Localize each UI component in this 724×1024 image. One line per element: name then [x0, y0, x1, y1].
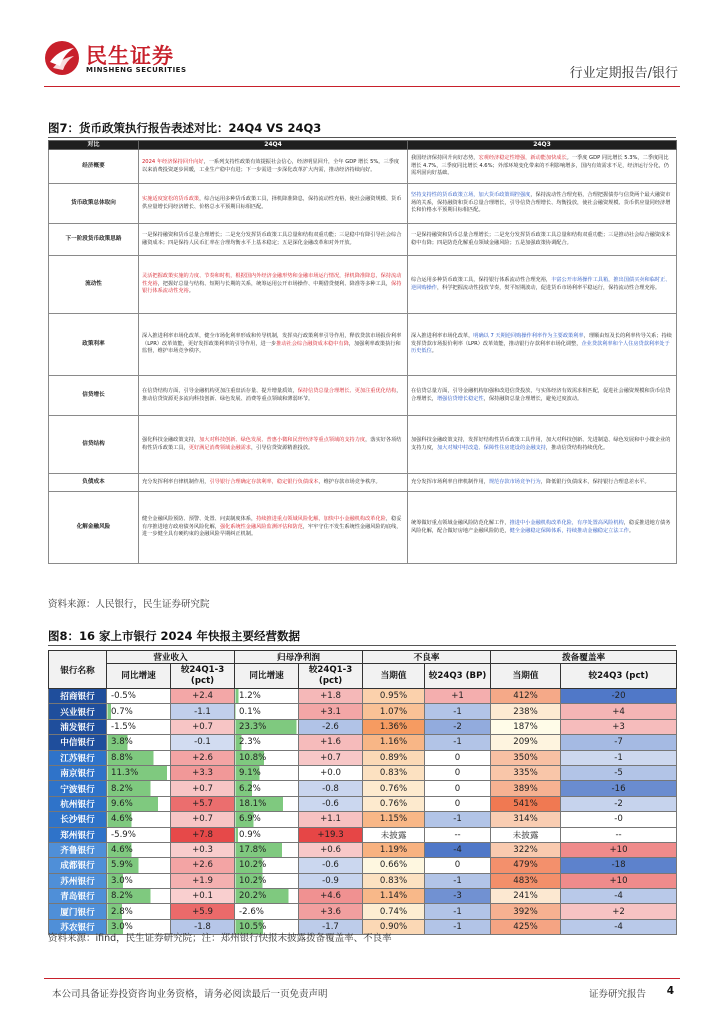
revenue-yoy: 2.8% — [107, 904, 171, 919]
figure-7-row-label: 流动性 — [49, 256, 139, 314]
npl-change: -4 — [425, 842, 491, 857]
bank-name: 长沙银行 — [49, 812, 107, 827]
table-row — [49, 704, 677, 719]
bank-name: 杭州银行 — [49, 796, 107, 811]
coverage-ratio: 未披露 — [491, 827, 561, 842]
revenue-yoy: 11.3% — [107, 765, 171, 780]
coverage-ratio: 335% — [491, 765, 561, 780]
npl-change: +1 — [425, 689, 491, 704]
bank-name: 苏州银行 — [49, 873, 107, 888]
net-profit-yoy: 1.2% — [235, 689, 299, 704]
figure-7-cell-q4 — [139, 474, 408, 492]
figure-7-cell-q3 — [408, 184, 677, 224]
coverage-ratio: 187% — [491, 719, 561, 734]
coverage-change: +10 — [561, 873, 677, 888]
coverage-ratio: 479% — [491, 858, 561, 873]
net-profit-change: -0.6 — [299, 858, 363, 873]
coverage-change: -20 — [561, 689, 677, 704]
bank-name: 齐鲁银行 — [49, 842, 107, 857]
col-header-npl-chg: 较24Q3 (BP) — [425, 664, 491, 689]
npl-ratio: 0.74% — [363, 904, 425, 919]
figure-7-text-segment: 推进中小金融机构改革化险，有序处置高风险机构 — [509, 520, 624, 527]
report-type: 行业定期报告/银行 — [569, 66, 678, 81]
npl-change: -1 — [425, 704, 491, 719]
bank-name: 中信银行 — [49, 735, 107, 750]
figure-7-rule — [48, 137, 676, 138]
figure-8-title: 图8：16 家上市银行 2024 年快报主要经营数据 — [48, 629, 301, 643]
page-header — [0, 0, 724, 90]
revenue-change: +5.9 — [171, 904, 235, 919]
npl-ratio: 0.83% — [363, 873, 425, 888]
figure-7-cell-q3 — [408, 224, 677, 256]
revenue-change: +0.1 — [171, 889, 235, 904]
figure-7-text-segment: 加强科技金融政策支持，发挥好结构性货币政策工具作用，加大对科技创新、先进制造、绿色发展和中小微企业的支持力度， — [411, 437, 671, 451]
figure-7-text-segment: ，稳妥推进地方债务风险化解，配合做好房地产金融风险防范， — [411, 520, 671, 534]
npl-ratio: 1.15% — [363, 812, 425, 827]
bank-name: 青岛银行 — [49, 889, 107, 904]
figure-7-text-segment: 健全金融风险预防、预警、处置、问责制度体系， — [142, 516, 257, 523]
figure-7-row-label: 政策利率 — [49, 314, 139, 376]
figure-7-text-segment: 宏观经济稳定性增强，新动能加快成长 — [478, 155, 567, 162]
figure-7-text-segment: 加大对城中村改造、保障性住房建设的金融支持 — [436, 444, 546, 451]
figure-7-cell-q3 — [408, 416, 677, 474]
figure-7-text-segment: ，科学把握流动性投放节奏，熨平短期波动，促进货币市场利率平稳运行，保持流动性合理充裕。 — [436, 284, 661, 291]
net-profit-yoy: 6.9% — [235, 812, 299, 827]
figure-7-cell-q4 — [139, 416, 408, 474]
figure-7-cell-q4 — [139, 150, 408, 184]
npl-change: -1 — [425, 735, 491, 750]
npl-ratio: 0.95% — [363, 689, 425, 704]
col-group-revenue: 营业收入 — [107, 651, 235, 664]
figure-7-text-segment: 统筹做好重点领域金融风险防范化解工作， — [411, 520, 510, 527]
revenue-yoy: -0.5% — [107, 689, 171, 704]
revenue-yoy: 8.2% — [107, 889, 171, 904]
company-logo — [44, 40, 187, 80]
figure-7-text-segment: 一是保持融资和货币总量合理增长；二是充分发挥货币政策工具总量和结构双重功能；三是稳中有降引导社会综合融资成本；四是保持人民币汇率在合理均衡水平上基本稳定；五是深化金融改革和对外开放。 — [142, 232, 402, 246]
table-row — [49, 827, 677, 842]
coverage-ratio: 314% — [491, 812, 561, 827]
net-profit-change: +3.6 — [299, 904, 363, 919]
figure-7-text-segment: ，保持流动性合理充裕，合理把握债券与信贷两个最大融资市场的关系，保持融资和货币总量合理增长，引导信贷合理增长、均衡投放，使社会融资规模、货币供应量同经济增长和价格水平预期目标相匹配。 — [411, 192, 671, 214]
net-profit-change: +3.1 — [299, 704, 363, 719]
minsheng-logo-icon — [44, 40, 80, 76]
npl-ratio: 0.66% — [363, 858, 425, 873]
figure-7-text-segment: ，推动信贷资源更多流向科技创新、绿色发展、消费等重点领域和薄弱环节。 — [142, 388, 402, 402]
figure-7-text-segment: 深入推进利率市场化改革， — [411, 333, 474, 340]
figure-7-text-segment: 规范存款市场竞争行为 — [488, 478, 541, 485]
npl-change: -1 — [425, 873, 491, 888]
net-profit-yoy: -2.6% — [235, 904, 299, 919]
npl-ratio: 0.83% — [363, 765, 425, 780]
figure-8-subheader-row — [49, 664, 677, 689]
figure-7-text-segment: 在信贷结构方面，引导金融机构更加注重盘活存量、提升增量质效， — [142, 388, 298, 395]
coverage-ratio: 209% — [491, 735, 561, 750]
bank-name: 郑州银行 — [49, 827, 107, 842]
coverage-change: -- — [561, 827, 677, 842]
figure-7-cell-q3 — [408, 256, 677, 314]
npl-change: -1 — [425, 812, 491, 827]
revenue-yoy: 3.8% — [107, 735, 171, 750]
coverage-ratio: 425% — [491, 919, 561, 934]
revenue-yoy: 4.6% — [107, 842, 171, 857]
figure-7-text-segment: 企业贷款利率和个人住房贷款利率处于历史低位 — [411, 340, 670, 355]
figure-7-text-segment: ，一系列支持性政策有效提振社会信心，经济明显回升，全年 GDP 增长 5%。三季度以来消费投资逐步回暖，工业生产稳中有进；下一步需进一步深化改革扩大内需，推动经济持续向好。 — [142, 159, 400, 173]
figure-7-text-segment: ，稳妥有序推进地方政府债务风险化解， — [142, 516, 402, 530]
col-group-npl: 不良率 — [363, 651, 491, 664]
figure-7-text-segment: 健全金融稳定保障体系，持续推动金融稳定立法工作 — [509, 527, 629, 534]
coverage-ratio: 238% — [491, 704, 561, 719]
figure-7-text-segment: ，牢牢守住不发生系统性金融风险的底线，进一步健全具有硬约束的金融风险早期纠正机制。 — [142, 523, 402, 538]
figure-7-text-segment: ，落实好各项结构性货币政策工具， — [142, 437, 402, 451]
revenue-yoy: 9.6% — [107, 796, 171, 811]
coverage-change: -0 — [561, 812, 677, 827]
col-header-rev-chg: 较24Q1-3 (pct) — [171, 664, 235, 689]
net-profit-yoy: 6.2% — [235, 781, 299, 796]
npl-change: 0 — [425, 750, 491, 765]
header-divider — [44, 86, 680, 87]
npl-change: -1 — [425, 919, 491, 934]
revenue-change: +2.6 — [171, 750, 235, 765]
net-profit-yoy: 23.3% — [235, 719, 299, 734]
table-row — [49, 735, 677, 750]
figure-8-group-row — [49, 651, 677, 664]
figure-7-cell-q3 — [408, 474, 677, 492]
figure-7-text-segment: 实施适度宽松的货币政策 — [142, 196, 200, 203]
coverage-change: -4 — [561, 889, 677, 904]
coverage-ratio: 541% — [491, 796, 561, 811]
figure-7-text-segment: 灵活把握政策实施的力度、节奏和时机，根据国内外经济金融形势和金融市场运行情况，择机降准降息，保持流动性充裕 — [142, 273, 402, 287]
coverage-change: +2 — [561, 904, 677, 919]
table-row — [49, 842, 677, 857]
figure-7-row-label: 信贷增长 — [49, 376, 139, 416]
table-row — [49, 796, 677, 811]
net-profit-yoy: 10.8% — [235, 750, 299, 765]
figure-7-text-segment: 。 — [431, 348, 437, 355]
net-profit-change: +0.6 — [299, 842, 363, 857]
npl-ratio: 0.76% — [363, 781, 425, 796]
figure-7-text-segment: 。一季度 GDP 同比增长 5.3%，二季度同比增长 4.7%，三季度同比增长 4.6%；外部环境变化带来的不利影响增多，国内有效需求不足，经济运行分化，仍需巩固向好基础。 — [411, 155, 669, 177]
net-profit-yoy: 10.2% — [235, 858, 299, 873]
bank-name: 招商银行 — [49, 689, 107, 704]
revenue-yoy: 8.8% — [107, 750, 171, 765]
coverage-change: -1 — [561, 750, 677, 765]
coverage-ratio: 241% — [491, 889, 561, 904]
net-profit-change: -0.6 — [299, 796, 363, 811]
net-profit-change: +19.3 — [299, 827, 363, 842]
coverage-ratio: 350% — [491, 750, 561, 765]
bank-name: 浦发银行 — [49, 719, 107, 734]
coverage-change: +10 — [561, 842, 677, 857]
figure-7-text-segment: 2024 年经济保持回升向好 — [142, 159, 204, 166]
revenue-change: +0.7 — [171, 812, 235, 827]
figure-8-rule — [48, 645, 676, 646]
table-row — [49, 812, 677, 827]
col-header-compare: 对比 — [49, 141, 139, 150]
footer-divider — [44, 978, 680, 979]
revenue-change: +5.7 — [171, 796, 235, 811]
col-group-net-profit: 归母净利润 — [235, 651, 363, 664]
figure-7-row — [49, 314, 677, 376]
revenue-change: +7.8 — [171, 827, 235, 842]
figure-7-text-segment: 。 — [188, 288, 194, 295]
bank-name: 宁波银行 — [49, 781, 107, 796]
table-row — [49, 689, 677, 704]
coverage-change: -7 — [561, 735, 677, 750]
figure-7-text-segment: 我国经济保持回升向好态势， — [411, 155, 479, 162]
figure-7-text-segment: ，引导信贷资源精准投放。 — [250, 444, 314, 451]
col-header-np-yoy: 同比增速 — [235, 664, 299, 689]
npl-ratio: 1.14% — [363, 889, 425, 904]
figure-7-row-label: 负债成本 — [49, 474, 139, 492]
bank-name: 江苏银行 — [49, 750, 107, 765]
npl-ratio: 未披露 — [363, 827, 425, 842]
figure-7-row — [49, 224, 677, 256]
coverage-change: +3 — [561, 719, 677, 734]
revenue-yoy: 0.7% — [107, 704, 171, 719]
npl-change: 0 — [425, 765, 491, 780]
figure-8-table — [48, 650, 677, 935]
npl-change: 0 — [425, 781, 491, 796]
figure-7-text-segment: 持续推进重点领域风险化解，加快中小金融机构改革化险 — [256, 516, 386, 523]
figure-7-row-label: 化解金融风险 — [49, 492, 139, 564]
net-profit-change: +1.1 — [299, 812, 363, 827]
npl-ratio: 1.36% — [363, 719, 425, 734]
table-row — [49, 719, 677, 734]
figure-7-text-segment: 强化系统性金融风险监测评估和防范 — [219, 523, 303, 530]
company-name-cn: 民生证券 — [86, 44, 174, 68]
net-profit-change: +0.7 — [299, 750, 363, 765]
figure-7-text-segment: ，把握好总量与结构、短期与长期的关系，统筹运用公开市场操作、中期借贷便利、降准等多种工具， — [157, 280, 392, 287]
npl-change: -2 — [425, 719, 491, 734]
net-profit-yoy: 0.1% — [235, 704, 299, 719]
figure-7-text-segment: ，维护存款市场竞争秩序。 — [318, 478, 381, 485]
page-number: 4 — [666, 985, 674, 997]
figure-7-text-segment: 强化科技金融政策支持， — [142, 437, 200, 444]
net-profit-yoy: 9.1% — [235, 765, 299, 780]
figure-8-source: 资料来源：ifind，民生证券研究院；注：郑州银行快报未披露拨备覆盖率、不良率 — [48, 933, 392, 944]
net-profit-change: +1.8 — [299, 689, 363, 704]
revenue-yoy: 3.0% — [107, 873, 171, 888]
figure-7-cell-q4 — [139, 256, 408, 314]
revenue-change: +2.6 — [171, 858, 235, 873]
npl-ratio: 0.76% — [363, 796, 425, 811]
figure-7-text-segment: 充分发挥市场利率自律机制作用， — [411, 478, 489, 485]
figure-7-text-segment: 推动社会综合融资成本稳中有降 — [276, 340, 349, 347]
net-profit-yoy: 20.2% — [235, 889, 299, 904]
coverage-ratio: 389% — [491, 781, 561, 796]
figure-7-cell-q4 — [139, 314, 408, 376]
coverage-change: -2 — [561, 796, 677, 811]
figure-7-text-segment: 明确以 7 天期逆回购操作利率作为主要政策利率 — [473, 333, 584, 340]
figure-7-row-label: 货币政策总体取向 — [49, 184, 139, 224]
figure-7-row — [49, 474, 677, 492]
table-row — [49, 765, 677, 780]
figure-7-text-segment: 一是保持融资和货币总量合理增长；二是充分发挥货币政策工具总量和结构双重功能；三是推动社会综合融资成本稳中有降；四是防范化解重点领域金融风险；五是加强政策协调配合。 — [411, 232, 671, 246]
figure-7-text-segment: ，理顺由短及长的利率传导关系；持续发挥贷款市场报价利率（LPR）改革效能，推动银行存款利率市场化调整， — [411, 333, 672, 347]
figure-7-text-segment: 在信贷总量方面，引导金融机构加强和改进信贷投放，与实体经济有效需求相匹配，促进社会融资规模和货币信贷合理增长， — [411, 388, 671, 402]
revenue-change: +1.9 — [171, 873, 235, 888]
figure-7-text-segment: 保持信贷总量合理增长、更加注重优化结构 — [297, 388, 397, 395]
figure-7-text-segment: 引导银行合理确定存款利率，稳定银行负债成本 — [209, 478, 319, 485]
figure-7-text-segment: 综合运用多种货币政策工具，保持银行体系流动性合理充裕， — [411, 277, 552, 284]
revenue-yoy: 4.6% — [107, 812, 171, 827]
figure-7-cell-q3 — [408, 314, 677, 376]
table-row — [49, 750, 677, 765]
revenue-change: +2.4 — [171, 689, 235, 704]
coverage-change: +4 — [561, 704, 677, 719]
revenue-change: -1.8 — [171, 919, 235, 934]
revenue-change: -0.1 — [171, 735, 235, 750]
figure-7-row — [49, 150, 677, 184]
net-profit-yoy: 10.5% — [235, 919, 299, 934]
revenue-yoy: -5.9% — [107, 827, 171, 842]
npl-ratio: 0.90% — [363, 919, 425, 934]
npl-ratio: 0.89% — [363, 750, 425, 765]
coverage-change: -18 — [561, 858, 677, 873]
net-profit-change: -2.6 — [299, 719, 363, 734]
net-profit-change: -0.9 — [299, 873, 363, 888]
table-row — [49, 781, 677, 796]
figure-7-text-segment: ，综合运用多种货币政策工具，择机降准降息，保持流动性充裕，使社会融资规模、货币供应量增长同经济增长、价格总水平预期目标相匹配。 — [142, 196, 402, 210]
coverage-ratio: 322% — [491, 842, 561, 857]
figure-7-text-segment: ，降低银行负债成本，保持银行合理息差水平。 — [540, 478, 650, 485]
figure-7-cell-q4 — [139, 376, 408, 416]
col-header-cov-chg: 较24Q3 (pct) — [561, 664, 677, 689]
revenue-yoy: 5.9% — [107, 858, 171, 873]
net-profit-yoy: 10.2% — [235, 873, 299, 888]
revenue-change: +0.7 — [171, 781, 235, 796]
figure-7-text-segment: 。 — [628, 527, 635, 534]
figure-7-source: 资料来源：人民银行，民生证券研究院 — [48, 599, 210, 610]
figure-7-text-segment: 加大对科技创新、绿色发展、普惠小微和民营经济等重点领域的支持力度 — [199, 437, 366, 444]
table-row — [49, 858, 677, 873]
net-profit-yoy: 18.1% — [235, 796, 299, 811]
revenue-yoy: -1.5% — [107, 719, 171, 734]
net-profit-yoy: 17.8% — [235, 842, 299, 857]
net-profit-yoy: 0.9% — [235, 827, 299, 842]
bank-name: 厦门银行 — [49, 904, 107, 919]
figure-7-table — [48, 140, 677, 564]
npl-change: 0 — [425, 858, 491, 873]
npl-change: -- — [425, 827, 491, 842]
col-header-rev-yoy: 同比增速 — [107, 664, 171, 689]
col-header-npl-cur: 当期值 — [363, 664, 425, 689]
col-header-24q3: 24Q3 — [408, 141, 677, 150]
npl-ratio: 1.16% — [363, 735, 425, 750]
figure-7-text-segment: 增强信贷增长稳定性 — [436, 395, 484, 402]
figure-7-text-segment: 保持银行体系流动性充裕 — [142, 280, 402, 295]
table-row — [49, 889, 677, 904]
bank-name: 成都银行 — [49, 858, 107, 873]
npl-ratio: 1.07% — [363, 704, 425, 719]
figure-7-row — [49, 492, 677, 564]
coverage-ratio: 412% — [491, 689, 561, 704]
figure-7-cell-q3 — [408, 150, 677, 184]
net-profit-yoy: 2.3% — [235, 735, 299, 750]
col-header-cov-cur: 当期值 — [491, 664, 561, 689]
npl-change: -1 — [425, 904, 491, 919]
figure-7-text-segment: 深入推进利率市场化改革，健全市场化利率形成和传导机制，发挥央行政策利率引导作用，释放贷款市场报价利率（LPR）改革效能，更好发挥政策利率的引导作用，进一步 — [142, 333, 402, 347]
npl-change: 0 — [425, 796, 491, 811]
revenue-change: +3.3 — [171, 765, 235, 780]
figure-7-text-segment: 充分发挥利率自律机制作用， — [142, 478, 210, 485]
figure-7-text-segment: ，保持融资总量合理增长，避免过度波动。 — [483, 395, 583, 402]
figure-7-header-row — [49, 141, 677, 150]
figure-7-text-segment: 坚持支持性的货币政策立场，加大货币政策调控强度 — [411, 192, 531, 199]
col-header-np-chg: 较24Q1-3 (pct) — [299, 664, 363, 689]
col-header-24q4: 24Q4 — [139, 141, 408, 150]
net-profit-change: -0.8 — [299, 781, 363, 796]
footer-label: 证券研究报告 — [588, 989, 646, 1000]
figure-7-text-segment: 丰富公开市场操作工具箱，推出国债买卖和临时正、逆回购操作 — [411, 277, 671, 291]
figure-7-row — [49, 184, 677, 224]
figure-7-cell-q4 — [139, 224, 408, 256]
figure-7-text-segment: ，推动信贷结构持续优化。 — [545, 444, 609, 451]
net-profit-change: +0.0 — [299, 765, 363, 780]
figure-7-row-label: 经济概要 — [49, 150, 139, 184]
figure-7-text-segment: ，加强利率政策执行和监督，维护市场竞争秩序。 — [142, 340, 401, 355]
figure-7-cell-q3 — [408, 376, 677, 416]
revenue-yoy: 3.0% — [107, 919, 171, 934]
coverage-ratio: 392% — [491, 904, 561, 919]
bank-name: 苏农银行 — [49, 919, 107, 934]
figure-7-row-label: 下一阶段货币政策思路 — [49, 224, 139, 256]
net-profit-change: +1.6 — [299, 735, 363, 750]
footer-disclaimer: 本公司具备证券投资咨询业务资格，请务必阅读最后一页免责声明 — [52, 989, 328, 1000]
coverage-change: -16 — [561, 781, 677, 796]
revenue-change: -1.1 — [171, 704, 235, 719]
table-row — [49, 904, 677, 919]
figure-7-row — [49, 376, 677, 416]
revenue-change: +0.3 — [171, 842, 235, 857]
coverage-change: -4 — [561, 919, 677, 934]
company-name-en: MINSHENG SECURITIES — [86, 66, 187, 74]
figure-7-row-label: 信贷结构 — [49, 416, 139, 474]
figure-7-cell-q4 — [139, 184, 408, 224]
bank-name: 兴业银行 — [49, 704, 107, 719]
figure-7-row — [49, 256, 677, 314]
figure-7-cell-q3 — [408, 492, 677, 564]
coverage-ratio: 483% — [491, 873, 561, 888]
net-profit-change: -1.7 — [299, 919, 363, 934]
coverage-change: -5 — [561, 765, 677, 780]
revenue-change: +0.7 — [171, 719, 235, 734]
figure-7-cell-q4 — [139, 492, 408, 564]
npl-change: -3 — [425, 889, 491, 904]
bank-name: 南京银行 — [49, 765, 107, 780]
figure-7-title: 图7：货币政策执行报告表述对比：24Q4 VS 24Q3 — [48, 121, 322, 135]
figure-7-row — [49, 416, 677, 474]
net-profit-change: +4.6 — [299, 889, 363, 904]
npl-ratio: 1.19% — [363, 842, 425, 857]
col-header-bank: 银行名称 — [49, 651, 107, 689]
table-row — [49, 873, 677, 888]
revenue-yoy: 8.2% — [107, 781, 171, 796]
col-group-coverage: 拨备覆盖率 — [491, 651, 677, 664]
figure-7-text-segment: 更好满足消费领域金融需求 — [188, 444, 251, 451]
